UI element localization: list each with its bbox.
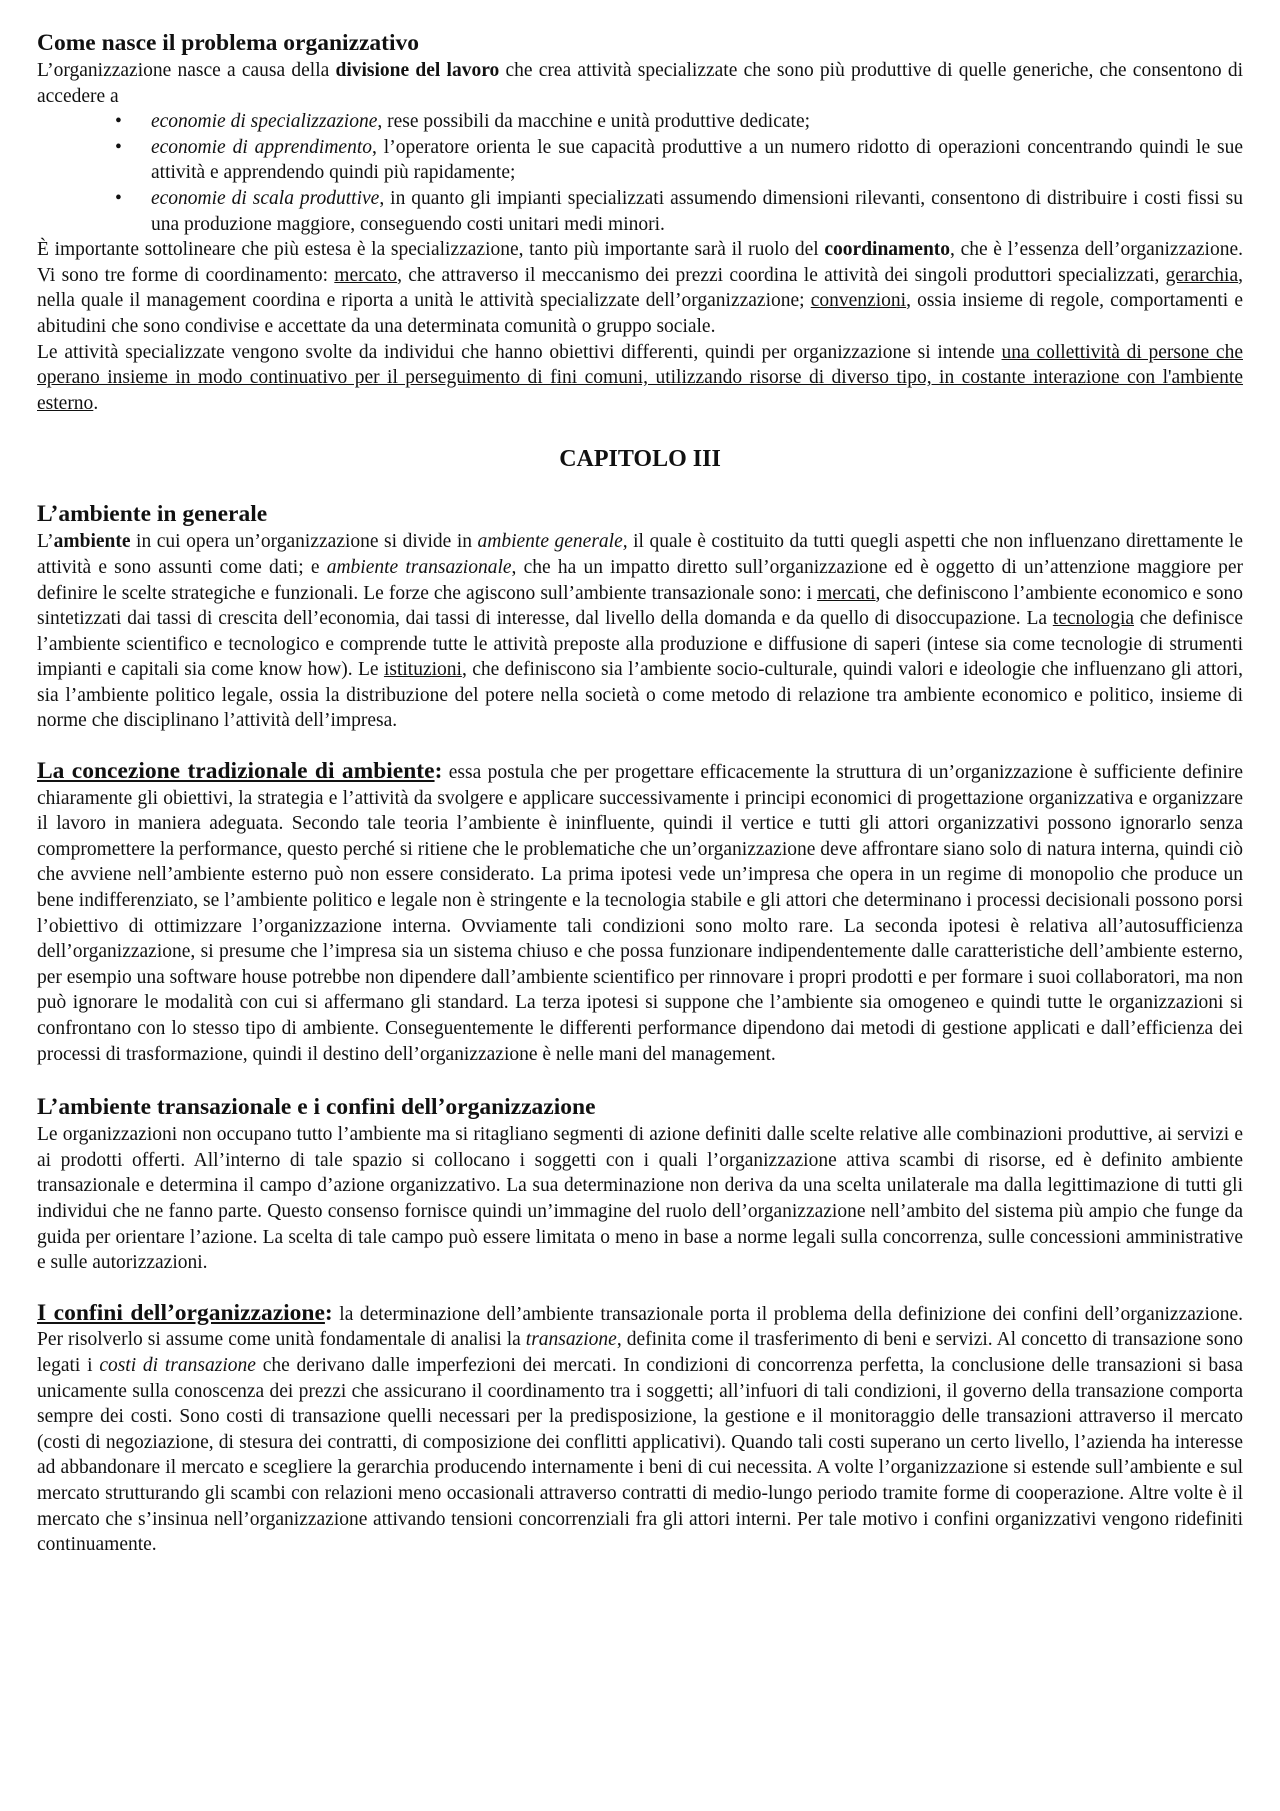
paragraph-definizione-organizzazione [37, 340, 1243, 417]
underlined-term: tecnologia [1052, 608, 1135, 630]
section-heading-ambiente-transazionale: L’ambiente transazionale e i confini dell’organizzazione [37, 1094, 596, 1121]
paragraph-ambiente-transazionale: Le organizzazioni non occupano tutto l’ambiente ma si ritagliano segmenti di azione definiti dalle scelte relative alle combinazioni produttive, ai servizi e ai prodotti offerti. All’interno di tale spazio si collocano i soggetti con i quali l’organizzazione attiva scambi di risorse, ed è definito ambiente transazionale e determina il campo d’azione organizzativo. La sua determinazione non deriva da una scelta unilaterale ma dalla legittimazione di tutti gli individui che ne fanno parte. Questo consenso fornisce quindi un’immagine del ruolo dell’organizzazione nell’ambito del sistema più ampio che funge da guida per orientare l’azione. La scelta di tale campo può essere limitata o meno in base a norme legali sulla concorrenza, sulle concessioni amministrative e sulle autorizzazioni. [37, 1124, 1243, 1274]
text-run: L’organizzazione nasce a causa della [37, 60, 336, 81]
text-run: , ossia insieme di regole, comportamenti e abitudini che sono condivise e accettate da una determinata comunità o gruppo sociale. [37, 290, 1243, 337]
text-run: , definita come il trasferimento di beni e servizi. Al concetto di transazione sono legati i [37, 1329, 1244, 1376]
italic-term: economie di apprendimento [151, 136, 373, 158]
list-item [151, 109, 1243, 135]
underlined-term: convenzioni [810, 290, 907, 312]
italic-term: economie di scala produttive [151, 187, 380, 209]
text-run: la determinazione dell’ambiente transazionale porta il problema della definizione dei confini dell’organizzazione. Per risolverlo si assume come unità fondamentale di analisi la [37, 1303, 1244, 1351]
text-run: , che ha un impatto diretto sull’organizzazione ed è oggetto di un’attenzione maggiore per definire le scelte strategiche e funzionali. Le forze che agiscono sull’ambiente transazionale sono: i [37, 556, 1244, 604]
section-heading-problema-organizzativo: Come nasce il problema organizzativo [37, 30, 420, 56]
text-run: che definisce l’ambiente scientifico e tecnologico e comprende tutte le attività preposte alla produzione e diffusione di saperi (intese sia come tecnologie di strumenti impianti e capitali sia come know how). Le [37, 608, 1243, 681]
text-run: . [93, 392, 99, 414]
text-run: È importante sottolineare che più estesa è la specializzazione, tanto più importante sarà il ruolo del [37, 239, 825, 261]
text-run: , nella quale il management coordina e riporta a unità le attività specializzate dell’organizzazione; [37, 264, 1244, 312]
text-run: in cui opera un’organizzazione si divide in [130, 531, 478, 553]
spacer [37, 1276, 1243, 1301]
text-run: il quale è costituito da tutti quegli aspetti che non influenzano direttamente le attività e sono assunti come dati; e [37, 531, 1243, 578]
underlined-term: mercati [817, 582, 876, 604]
text-run: che derivano dalle imperfezioni dei mercati. In condizioni di concorrenza perfetta, la conclusione delle transazioni si basa unicamente sulla conoscenza dei prezzi che assicurano il coordinamento tra i soggetti; all’infuori di tali condizioni, il governo della transazione comporta sempre dei costi. Sono costi di transazione quelli necessari per la predisposizione, la gestione e il monitoraggio delle transazioni attraverso il mercato (costi di negoziazione, di stesura dei contratti, di composizione dei conflitti applicativi). Quando tali costi superano un certo livello, l’azienda ha interesse ad abbandonare il mercato e scegliere la gerarchia producendo internamente i beni di cui necessita. A volte l’organizzazione si estende sull’ambiente e sul mercato strutturando gli scambi con relazioni meno occasionali attraverso contratti di medio-lungo periodo tramite forme di cooperazione. Altre volte è il mercato che s’insinua nell’organizzazione attivando tensioni concorrenziali fra gli attori interni. Per tale motivo i confini organizzativi vengono ridefiniti continuamente. [37, 1354, 1243, 1556]
spacer [37, 474, 1243, 499]
paragraph-coordinamento [37, 237, 1243, 339]
paragraph-intro [37, 58, 1243, 109]
bold-term: coordinamento [824, 239, 951, 261]
text-run: , rese possibili da macchine e unità produttive dedicate; [377, 111, 811, 133]
text-run: , che definiscono sia l’ambiente socio-culturale, quindi valori e ideologie che influenzano gli attori, sia l’ambiente politico legale, ossia la distribuzione del potere nella società o come metodo di relazione tra ambiente economico e politico, insieme di norme che disciplinano l’attività dell’impresa. [37, 659, 1244, 732]
bold-term: ambiente [53, 531, 131, 553]
text-run: che crea attività specializzate che sono più produttive di quelle generiche, che consentono di accedere a [37, 60, 1243, 107]
bullet-list-economie [37, 109, 1243, 237]
italic-term: transazione [525, 1329, 617, 1351]
italic-term: economie di specializzazione [151, 111, 378, 133]
bold-term: divisione del lavoro [335, 60, 500, 81]
text-run: Le attività specializzate vengono svolte da individui che hanno obiettivi differenti, quindi per organizzazione si intende [37, 341, 1002, 363]
text-run: , che attraverso il meccanismo dei prezzi coordina le attività dei singoli produttori specializzati, [397, 264, 1166, 286]
inline-heading: I confini dell’organizzazione [37, 1299, 325, 1326]
list-item [151, 135, 1243, 186]
spacer [37, 416, 1243, 444]
underlined-definition: una collettività di persone che operano insieme in modo continuativo per il perseguimento di fini comuni, utilizzando risorse di diverso tipo, in costante interazione con l'ambiente esterno [37, 341, 1243, 414]
underlined-term: mercato [334, 264, 398, 286]
chapter-title: CAPITOLO III [559, 446, 721, 473]
list-item [151, 186, 1243, 237]
italic-term: ambiente generale, [477, 531, 628, 553]
paragraph-ambiente [37, 529, 1243, 734]
text-run: , in quanto gli impianti specializzati assumendo dimensioni rilevanti, consentono di distribuire i costi fissi su una produzione maggiore, conseguendo costi unitari medi minori. [151, 187, 1243, 235]
spacer [37, 1067, 1243, 1092]
heading-colon: : [324, 1299, 333, 1326]
text-run: , l’operatore orienta le sue capacità produttive a un numero ridotto di operazioni concentrando quindi le sue attività e apprendendo quindi più rapidamente; [151, 136, 1243, 184]
paragraph-concezione-tradizionale [37, 759, 1243, 1067]
text-run: , che definiscono l’ambiente economico e sono sintetizzati dai tassi di crescita dell’economia, dai tassi di interesse, dal livello della domanda e da quello di disoccupazione. La [37, 582, 1243, 630]
inline-heading: La concezione tradizionale di ambiente [37, 758, 435, 785]
italic-term: ambiente transazionale [326, 556, 512, 578]
heading-colon: : [434, 758, 443, 785]
underlined-term: gerarchia [1165, 264, 1239, 286]
text-run: L’ [37, 531, 54, 553]
document-body [37, 28, 1243, 1558]
paragraph-confini [37, 1301, 1243, 1558]
text-run: , che è l’essenza dell’organizzazione. Vi sono tre forme di coordinamento: [37, 239, 1243, 286]
spacer [37, 734, 1243, 759]
section-heading-ambiente-generale: L’ambiente in generale [37, 501, 268, 528]
underlined-term: istituzioni [383, 659, 462, 681]
italic-term: costi di transazione [99, 1354, 256, 1376]
text-run: essa postula che per progettare efficacemente la struttura di un’organizzazione è sufficiente definire chiaramente gli obiettivi, la strategia e l’attività da svolgere e applicare successivamente i principi economici di progettazione organizzativa e organizzare il lavoro in maniera adeguata. Secondo tale teoria l’ambiente è ininfluente, quindi il vertice e tutti gli attori organizzativi possono ignorarlo senza compromettere la performance, questo perché si ritiene che le problematiche che un’organizzazione deve affrontare siano solo di natura interna, quindi ciò che avviene nell’ambiente esterno può non essere considerato. La prima ipotesi vede un’impresa che opera in un regime di monopolio che produce un bene indifferenziato, se l’ambiente politico e legale non è stringente e la tecnologia stabile e gli attori che determinano i processi decisionali possono porsi l’obiettivo di ottimizzare l’organizzazione interna. Ovviamente tali condizioni sono molto rare. La seconda ipotesi è relativa all’autosufficienza dell’organizzazione, si presume che l’impresa sia un sistema chiuso e che possa funzionare indipendentemente dalle caratteristiche dell’ambiente esterno, per esempio una software house potrebbe non dipendere dall’ambiente scientifico per rinnovare i propri prodotti e per formare i suoi collaboratori, ma non può ignorare le modalità con cui si affermano gli standard. La terza ipotesi si suppone che l’ambiente sia omogeneo e quindi tutte le organizzazioni si confrontano con lo stesso tipo di ambiente. Conseguentemente le differenti performance dipendono dai metodi di gestione applicati e dall’efficienza dei processi di trasformazione, quindi il destino dell’organizzazione è nelle mani del management. [37, 762, 1243, 1065]
